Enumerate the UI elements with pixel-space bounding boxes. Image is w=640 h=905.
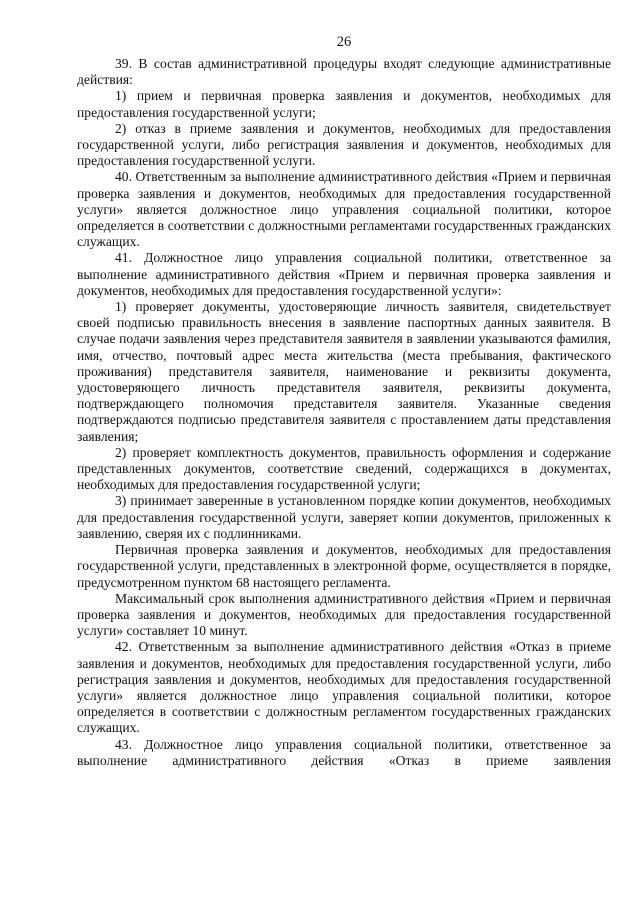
paragraph-41: 41. Должностное лицо управления социальной политики, ответственное за выполнение административного действия «Прием и первичная проверка заявления и документов, необходимых для предоставления государственной услуги»:: [77, 250, 611, 298]
paragraph-39: 39. В состав административной процедуры входят следующие административные действия:: [77, 56, 611, 88]
paragraph-electronic-check: Первичная проверка заявления и документов, необходимых для предоставления государственной услуги, представленных в электронной форме, осуществляется в порядке, предусмотренном пунктом 68 настоящего регламента.: [77, 542, 611, 590]
list-item-1: 1) проверяет документы, удостоверяющие личность заявителя, свидетельствует своей подписью правильность внесения в заявление паспортных данных заявителя. В случае подачи заявления через представителя заявителя в заявлении указываются фамилия, имя, отчество, почтовый адрес места жительства (места пребывания, фактического проживания) представителя заявителя, наименование и реквизиты документа, удостоверяющего личность представителя заявителя, реквизиты документа, подтверждающего полномочия представителя заявителя. Указанные сведения подтверждаются подписью представителя заявителя с проставлением даты представления заявления;: [77, 299, 611, 444]
list-item-2: 2) проверяет комплектность документов, правильность оформления и содержание представленных документов, соответствие сведений, содержащихся в документах, необходимых для предоставления государственной услуги;: [77, 444, 611, 493]
document-body: [77, 56, 611, 769]
list-item-2: 2) отказ в приеме заявления и документов, необходимых для предоставления государственной услуги, либо регистрация заявления и документов, необходимых для предоставления государственной услуги.: [77, 120, 611, 169]
page-number: 26: [336, 34, 352, 50]
list-item-1: 1) прием и первичная проверка заявления и документов, необходимых для предоставления государственной услуги;: [77, 88, 611, 120]
document-page: [77, 34, 611, 769]
list-item-3: 3) принимает заверенные в установленном порядке копии документов, необходимых для предоставления государственной услуги, заверяет копии документов, приложенных к заявлению, сверяя их с подлинниками.: [77, 493, 611, 541]
paragraph-43: 43. Должностное лицо управления социальной политики, ответственное за выполнение административного действия «Отказ в приеме заявления: [77, 736, 611, 768]
paragraph-42: 42. Ответственным за выполнение административного действия «Отказ в приеме заявления и документов, необходимых для предоставления государственной услуги, либо регистрация заявления и документов, необходимых для предоставления государственной услуги» является должностное лицо управления социальной политики, которое определяется в соответствии с должностным регламентом государственных гражданских служащих.: [77, 639, 611, 736]
paragraph-40: 40. Ответственным за выполнение административного действия «Прием и первичная проверка заявления и документов, необходимых для предоставления государственной услуги» является должностное лицо управления социальной политики, которое определяется в соответствии с должностными регламентами государственных гражданских служащих.: [77, 169, 611, 250]
paragraph-max-duration: Максимальный срок выполнения административного действия «Прием и первичная проверка заявления и документов, необходимых для предоставления государственной услуги» составляет 10 минут.: [77, 590, 611, 639]
